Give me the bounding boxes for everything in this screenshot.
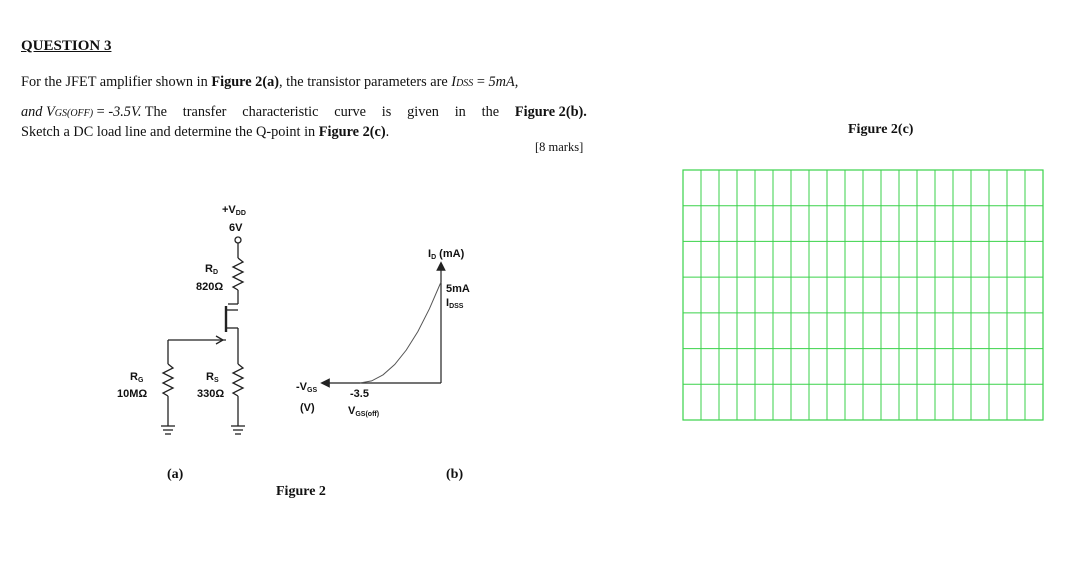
- rd-resistor: [233, 258, 243, 290]
- figure-2c-label: Figure 2(c): [848, 122, 914, 137]
- rs-label: RS: [206, 371, 219, 384]
- id-axis-label: ID (mA): [428, 248, 465, 261]
- question-title: QUESTION 3: [21, 38, 112, 54]
- vgsoff-value: -3.5: [350, 388, 369, 400]
- rd-value: 820Ω: [196, 281, 224, 293]
- rs-value: 330Ω: [197, 388, 225, 400]
- question-text-line-2: and VGS(OFF) = -3.5V. The transfer characteristic curve is given in the Figure 2(b).: [21, 104, 587, 120]
- vdd-value: 6V: [229, 222, 243, 234]
- question-text-line-3: Sketch a DC load line and determine the Q-point in Figure 2(c).: [21, 124, 390, 140]
- marks-label: [8 marks]: [535, 140, 584, 154]
- figure-2a-caption: (a): [167, 467, 184, 482]
- vgs-axis-label: -VGS: [296, 381, 318, 394]
- figure-2c-grid: [683, 170, 1043, 420]
- vgs-axis-unit: (V): [300, 402, 315, 414]
- rd-label: RD: [205, 263, 219, 276]
- rg-resistor: [163, 364, 173, 396]
- idss-value: 5mA: [446, 283, 470, 295]
- question-text-line-1: For the JFET amplifier shown in Figure 2(a), the transistor parameters are IDSS = 5mA,: [21, 74, 519, 90]
- vgsoff-label: VGS(off): [348, 405, 380, 418]
- figure-2-caption: Figure 2: [276, 484, 326, 499]
- transfer-curve: [360, 282, 441, 383]
- figure-2b-axes: [325, 266, 441, 383]
- figure-2b-caption: (b): [446, 467, 464, 482]
- rs-resistor: [233, 364, 243, 396]
- idss-label: IDSS: [446, 297, 464, 310]
- figure-2a-circuit: [161, 237, 245, 434]
- rg-label: RG: [130, 371, 144, 384]
- vdd-label: +VDD: [222, 204, 246, 217]
- rg-value: 10MΩ: [117, 388, 148, 400]
- vdd-terminal: [235, 237, 241, 243]
